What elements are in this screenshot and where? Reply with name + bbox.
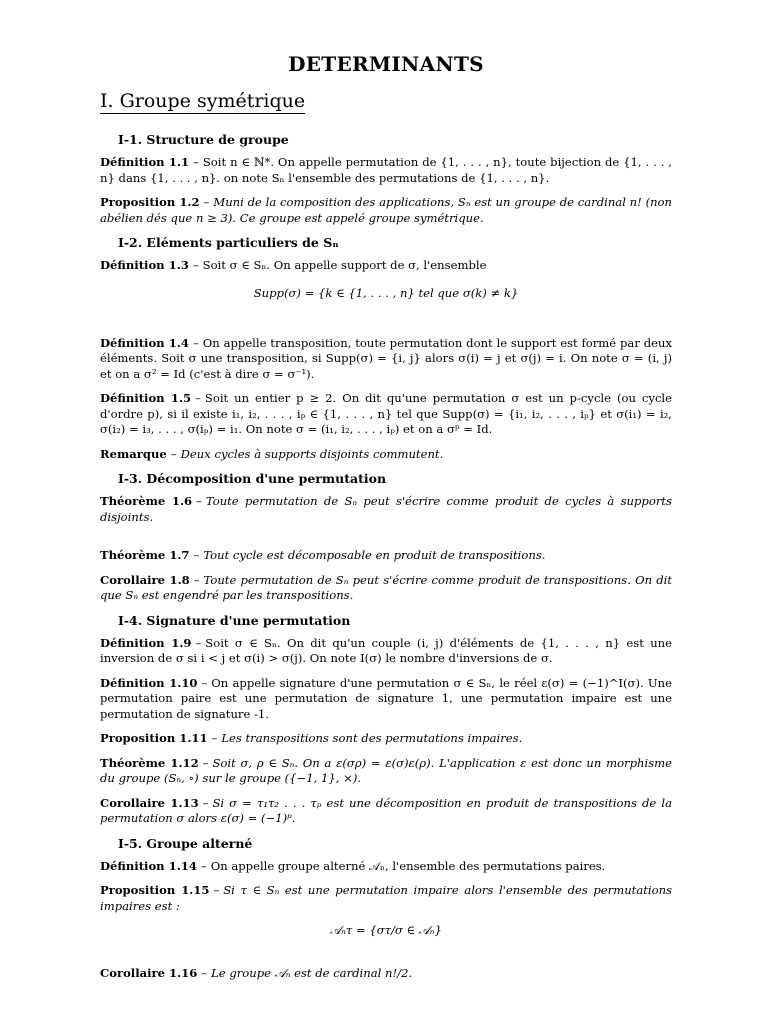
proposition-1-2: Proposition 1.2 – Muni de la composition des applications, Sₙ est un groupe de cardinal n! (non abélien dés que n ≥ 3). Ce groupe est appelé groupe symétrique.: [100, 195, 673, 225]
block-text: Toute permutation de Sₙ peut s'écrire comme produit de cycles à supports disjoints.: [100, 494, 672, 524]
block-text: Soit σ ∈ Sₙ. On dit qu'un couple (i, j) d'éléments de {1, . . . , n} est une inversion de σ si i < j et σ(i) > σ(j). On note I(σ) le nombre d'inversions de σ.: [100, 635, 672, 665]
theorem-1-12: Théorème 1.12 – Soit σ, ρ ∈ Sₙ. On a ε(σρ) = ε(σ)ε(ρ). L'application ε est donc un morphisme du groupe (Sₙ, ∘) sur le groupe ({−1, 1}, ×).: [100, 755, 672, 785]
block-label: Corollaire 1.8: [100, 572, 190, 587]
definition-1-14: Définition 1.14 – On appelle groupe alterné 𝒜ₙ, l'ensemble des permutations paires.: [100, 858, 606, 873]
block-label: Corollaire 1.16: [100, 966, 198, 980]
subsection-heading: I-1. Structure de groupe: [118, 132, 289, 147]
block-text: Deux cycles à supports disjoints commutent.: [180, 446, 444, 461]
block-text: Soit σ ∈ Sₙ. On appelle support de σ, l'ensemble: [202, 258, 487, 272]
block-label: Remarque: [100, 446, 167, 461]
corollary-1-8: Corollaire 1.8 – Toute permutation de Sₙ peut s'écrire comme produit de transpositions. On dit que Sₙ est engendré par les transpositions.: [100, 572, 673, 602]
proposition-1-15: Proposition 1.15 – Si τ ∈ Sₙ est une permutation impaire alors l'ensemble des permutations impaires est :: [100, 883, 673, 913]
block-label: Définition 1.9: [100, 635, 192, 650]
definition-1-10: Définition 1.10 – On appelle signature d'une permutation σ ∈ Sₙ, le réel ε(σ) = (−1)^I(σ). Une permutation paire est une permutation de signature 1, une permutation impaire est une permutation de signature -1.: [100, 675, 673, 721]
block-label: Définition 1.4: [100, 335, 189, 350]
block-text: Les transpositions sont des permutations impaires.: [221, 731, 523, 745]
block-label: Théorème 1.12: [100, 755, 199, 770]
block-text: On appelle transposition, toute permutation dont le support est formé par deux éléments. Soit σ une transposition, si Supp(σ) = {i, j} alors σ(i) = j et σ(j) = i. On note σ = (i, j) et on a σ² = Id (c'est à dire σ = σ⁻¹).: [100, 335, 672, 381]
equation-alternating: 𝒜ₙτ = {στ/σ ∈ 𝒜ₙ}: [330, 923, 442, 937]
block-label: Définition 1.14: [100, 858, 197, 873]
block-text: Si σ = τ₁τ₂ . . . τₚ est une décomposition en produit de transpositions de la permutation σ alors ε(σ) = (−1)ᵖ.: [100, 795, 672, 825]
block-label: Corollaire 1.13: [100, 795, 199, 810]
document-page: [100, 52, 672, 991]
block-label: Proposition 1.2: [100, 195, 200, 209]
subsection-heading: I-3. Décomposition d'une permutation: [118, 471, 387, 486]
block-text: Muni de la composition des applications, Sₙ est un groupe de cardinal n! (non abélien dés que n ≥ 3). Ce groupe est appelé groupe symétrique.: [100, 195, 673, 225]
block-label: Théorème 1.6: [100, 494, 193, 508]
subsection-heading: I-5. Groupe alterné: [118, 835, 253, 851]
block-text: Soit n ∈ ℕ*. On appelle permutation de {1, . . . , n}, toute bijection de {1, . . . , n} dans {1, . . . , n}. on note Sₙ l'ensemble des permutations de {1, . . . , n}.: [100, 155, 672, 185]
subsection-heading: I-2. Eléments particuliers de Sₙ: [118, 235, 339, 250]
theorem-1-6: Théorème 1.6 – Toute permutation de Sₙ peut s'écrire comme produit de cycles à supports disjoints.: [100, 494, 672, 524]
definition-1-4: Définition 1.4 – On appelle transposition, toute permutation dont le support est formé par deux éléments. Soit σ une transposition, si Supp(σ) = {i, j} alors σ(i) = j et σ(j) = i. On note σ = (i, j) et on a σ² = Id (c'est à dire σ = σ⁻¹).: [100, 335, 672, 381]
block-label: Proposition 1.11: [100, 731, 208, 745]
block-text: Si τ ∈ Sₙ est une permutation impaire alors l'ensemble des permutations impaires est :: [100, 883, 673, 913]
page-title: DETERMINANTS: [288, 52, 484, 76]
proposition-1-11: Proposition 1.11 – Les transpositions sont des permutations impaires.: [100, 731, 523, 745]
equation-support: Supp(σ) = {k ∈ {1, . . . , n} tel que σ(k) ≠ k}: [253, 285, 519, 300]
definition-1-5: Définition 1.5 – Soit un entier p ≥ 2. On dit qu'une permutation σ est un p-cycle (ou cycle d'ordre p), si il existe i₁, i₂, . . . , iₚ ∈ {1, . . . , n} tel que Supp(σ) = {i₁, i₂, . . . , iₚ} et σ(i₁) = i₂, σ(i₂) = i₃, . . . , σ(iₚ) = i₁. On note σ = (i₁, i₂, . . . , iₚ) et on a σᵖ = Id.: [100, 391, 673, 436]
block-text: On appelle groupe alterné 𝒜ₙ, l'ensemble des permutations paires.: [210, 858, 606, 873]
block-text: Le groupe 𝒜ₙ est de cardinal n!/2.: [211, 966, 413, 980]
corollary-1-16: Corollaire 1.16 – Le groupe 𝒜ₙ est de cardinal n!/2.: [100, 966, 413, 980]
block-label: Définition 1.1: [100, 155, 190, 169]
corollary-1-13: Corollaire 1.13 – Si σ = τ₁τ₂ . . . τₚ est une décomposition en produit de transpositions de la permutation σ alors ε(σ) = (−1)ᵖ.: [100, 795, 672, 825]
block-label: Proposition 1.15: [100, 883, 210, 897]
block-label: Définition 1.10: [100, 675, 198, 690]
section-heading: I. Groupe symétrique: [100, 90, 306, 112]
block-text: Soit σ, ρ ∈ Sₙ. On a ε(σρ) = ε(σ)ε(ρ). L'application ε est donc un morphisme du groupe (Sₙ, ∘) sur le groupe ({−1, 1}, ×).: [100, 755, 672, 785]
block-text: On appelle signature d'une permutation σ ∈ Sₙ, le réel ε(σ) = (−1)^I(σ). Une permutation paire est une permutation de signature 1, une permutation impaire est une permutation de signature -1.: [100, 675, 673, 721]
block-text: Toute permutation de Sₙ peut s'écrire comme produit de transpositions. On dit que Sₙ est engendré par les transpositions.: [100, 572, 673, 602]
definition-1-9: Définition 1.9 – Soit σ ∈ Sₙ. On dit qu'un couple (i, j) d'éléments de {1, . . . , n} est une inversion de σ si i < j et σ(i) > σ(j). On note I(σ) le nombre d'inversions de σ.: [100, 635, 672, 665]
definition-1-3: Définition 1.3 – Soit σ ∈ Sₙ. On appelle support de σ, l'ensemble: [100, 258, 487, 272]
block-label: Définition 1.5: [100, 391, 192, 405]
subsection-heading: I-4. Signature d'une permutation: [118, 612, 351, 628]
definition-1-1: Définition 1.1 – Soit n ∈ ℕ*. On appelle permutation de {1, . . . , n}, toute bijection de {1, . . . , n} dans {1, . . . , n}. on note Sₙ l'ensemble des permutations de {1, . . . , n}.: [100, 155, 672, 185]
block-text: Soit un entier p ≥ 2. On dit qu'une permutation σ est un p-cycle (ou cycle d'ordre p), si il existe i₁, i₂, . . . , iₚ ∈ {1, . . . , n} tel que Supp(σ) = {i₁, i₂, . . . , iₚ} et σ(i₁) = i₂, σ(i₂) = i₃, . . . , σ(iₚ) = i₁. On note σ = (i₁, i₂, . . . , iₚ) et on a σᵖ = Id.: [100, 391, 673, 436]
theorem-1-7: Théorème 1.7 – Tout cycle est décomposable en produit de transpositions.: [100, 548, 546, 562]
remark: Remarque – Deux cycles à supports disjoints commutent.: [100, 446, 444, 461]
block-label: Définition 1.3: [100, 258, 189, 272]
block-text: Tout cycle est décomposable en produit de transpositions.: [203, 548, 546, 562]
block-label: Théorème 1.7: [100, 548, 190, 562]
